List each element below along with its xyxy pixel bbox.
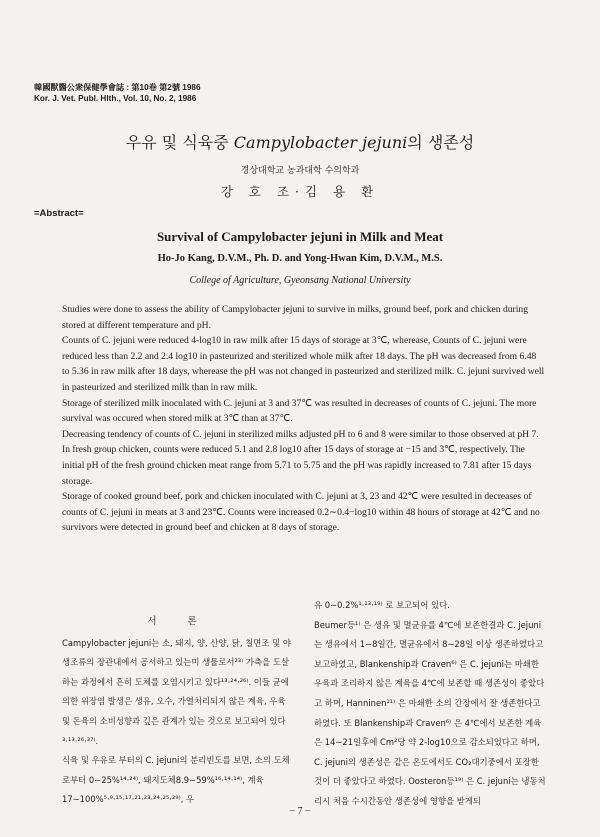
abstract-body (62, 302, 546, 536)
abstract-paragraph: Storage of cooked ground beef, pork and chicken inoculated with C. jejuni at 3, 23 and 42℃ were resulted in decreases of counts of C. jejuni in meats at 3 and 23℃. Counts were increased 0.2∼0.4−log10 within 48 hours of storage at 42℃ and no survivors were detected in ground beef and chicken at 8 days of storage. (62, 491, 540, 534)
journal-header-english: Kor. J. Vet. Publ. Hlth., Vol. 10, No. 2, 1986 (34, 94, 197, 103)
korean-title-species: Campylobacter jejuni (233, 133, 408, 152)
introduction-heading: 서 론 (147, 616, 211, 627)
english-title: Survival of Campylobacter jejuni in Milk and Meat (156, 229, 444, 244)
page-number: − 7 − (289, 806, 311, 817)
korean-affiliation: 경상대학교 농과대학 수의학과 (240, 166, 360, 176)
abstract-label: =Abstract= (34, 208, 84, 219)
abstract-paragraph: Storage of sterilized milk inoculated with C. jejuni at 3 and 37℃ was resulted in decreases of counts of C. jejuni. The more survival was occured when stored milk at 3℃ than at 37℃. (62, 397, 537, 425)
body-paragraph: 식육 및 우유로 부터의 C. jejuni의 분리빈도를 보면, 소의 도체로부터 0∼25%¹⁴·²⁴⁾, 돼지도체8.9∼59%¹⁶·¹⁴·¹⁴⁾, 계육 17∼100%⁵·⁹·¹⁵·¹⁷·²¹·²³·²⁴·²⁵·²⁹⁾, 우 (62, 755, 290, 805)
korean-title-post: 의 생존성 (407, 133, 475, 152)
abstract-paragraph: In fresh group chicken, counts were reduced 5.1 and 2.8 log10 after 15 days of storage at −15 and 3℃, respectively. The initial pH of the fresh ground chicken meat range from 5.71 to 5.75 and the pH was rapidly increased to 7.81 after 15 days storage. (62, 444, 532, 487)
abstract-paragraph: Counts of C. jejuni were reduced 4-log10 in raw milk after 15 days of storage at 3℃, wherease, Counts of C. jejuni were reduced less than 2.2 and 2.4 log10 in pasteurized and sterilized whole milk after 18 days. The pH was decreased from 6.48 to 5.36 in raw milk after 18 days, wherease the pH was not changed in pasteurized and sterilized milk. C. jejuni survived well in pasteurized and sterilized milk than in raw milk. (62, 335, 545, 393)
journal-header (34, 82, 201, 104)
body-paragraph: Beumer등¹⁾ 은 생유 및 멸균유를 4℃에 보존한결과 C. jejuni는 생유에서 1∼8일간, 멸균유에서 8∼28일 이상 생존하였다고 보고하였고, Blankenship과 Craven⁶⁾ 은 C. jejuni는 마쇄한 우육과 조리하지 않은 계육을 4℃에 보존할 때 생존성이 좋았다고 하며, Hanninen¹¹⁾ 은 마쇄한 소의 간장에서 잘 생존한다고 하였다. 또 Blankenship과 Craven⁶⁾ 은 4℃에서 보존한 계육은 14∼21일후에 Cm²당 약 2-log10으로 감소되었다고 하며, C. jejuni의 생존성은 같은 온도에서도 CO₂대기중에서 포장한 것이 더 좋았다고 하였다. Oosteron등¹⁹⁾ 은 C. jejuni는 냉동처리시 처음 수시간동안 생존성에 영향을 받게되 (314, 619, 546, 806)
body-paragraph: 유 0∼0.2%¹·¹³·¹⁹⁾ 로 보고되어 있다. (314, 600, 450, 610)
journal-header-korean: 韓國獸醫公衆保健學會誌 : 第10卷 第2號 1986 (34, 83, 201, 92)
english-authors: Ho-Jo Kang, D.V.M., Ph. D. and Yong-Hwan Kim, D.V.M., M.S. (157, 253, 443, 264)
abstract-paragraph: Decreasing tendency of counts of C. jejuni in sterilized milks adjusted pH to 6 and 8 were similar to those observed at pH 7. (62, 428, 539, 440)
korean-authors: 강 호 조·김 용 환 (220, 184, 380, 199)
body-paragraph: Campylobacter jejuni는 소, 돼지, 양, 산양, 닭, 칠면조 및 야생조류의 장관내에서 공서하고 있는미 생물로서²³⁾ 가축을 도살하는 과정에서 흔히 도체를 오염시키고 있다¹³·²⁴·²⁶⁾. 이들 균에 의한 위장염 발생은 생유, 오수, 가열처리되지 않은 계육, 우육 및 돈육의 소비성향과 깊은 관계가 있는 것으로 보고되어 있다³·¹³·²⁶·³⁷⁾. (62, 637, 291, 746)
right-column (314, 596, 548, 812)
korean-title-pre: 우유 및 식육중 (125, 133, 234, 152)
korean-title (0, 130, 600, 153)
abstract-paragraph: Studies were done to assess the ability of Campylobacter jejuni to survive in milks, ground beef, pork and chicken during stored at different temperature and pH. (62, 304, 528, 331)
english-affiliation: College of Agriculture, Gyeonsang National University (189, 275, 411, 286)
left-column (62, 612, 296, 810)
